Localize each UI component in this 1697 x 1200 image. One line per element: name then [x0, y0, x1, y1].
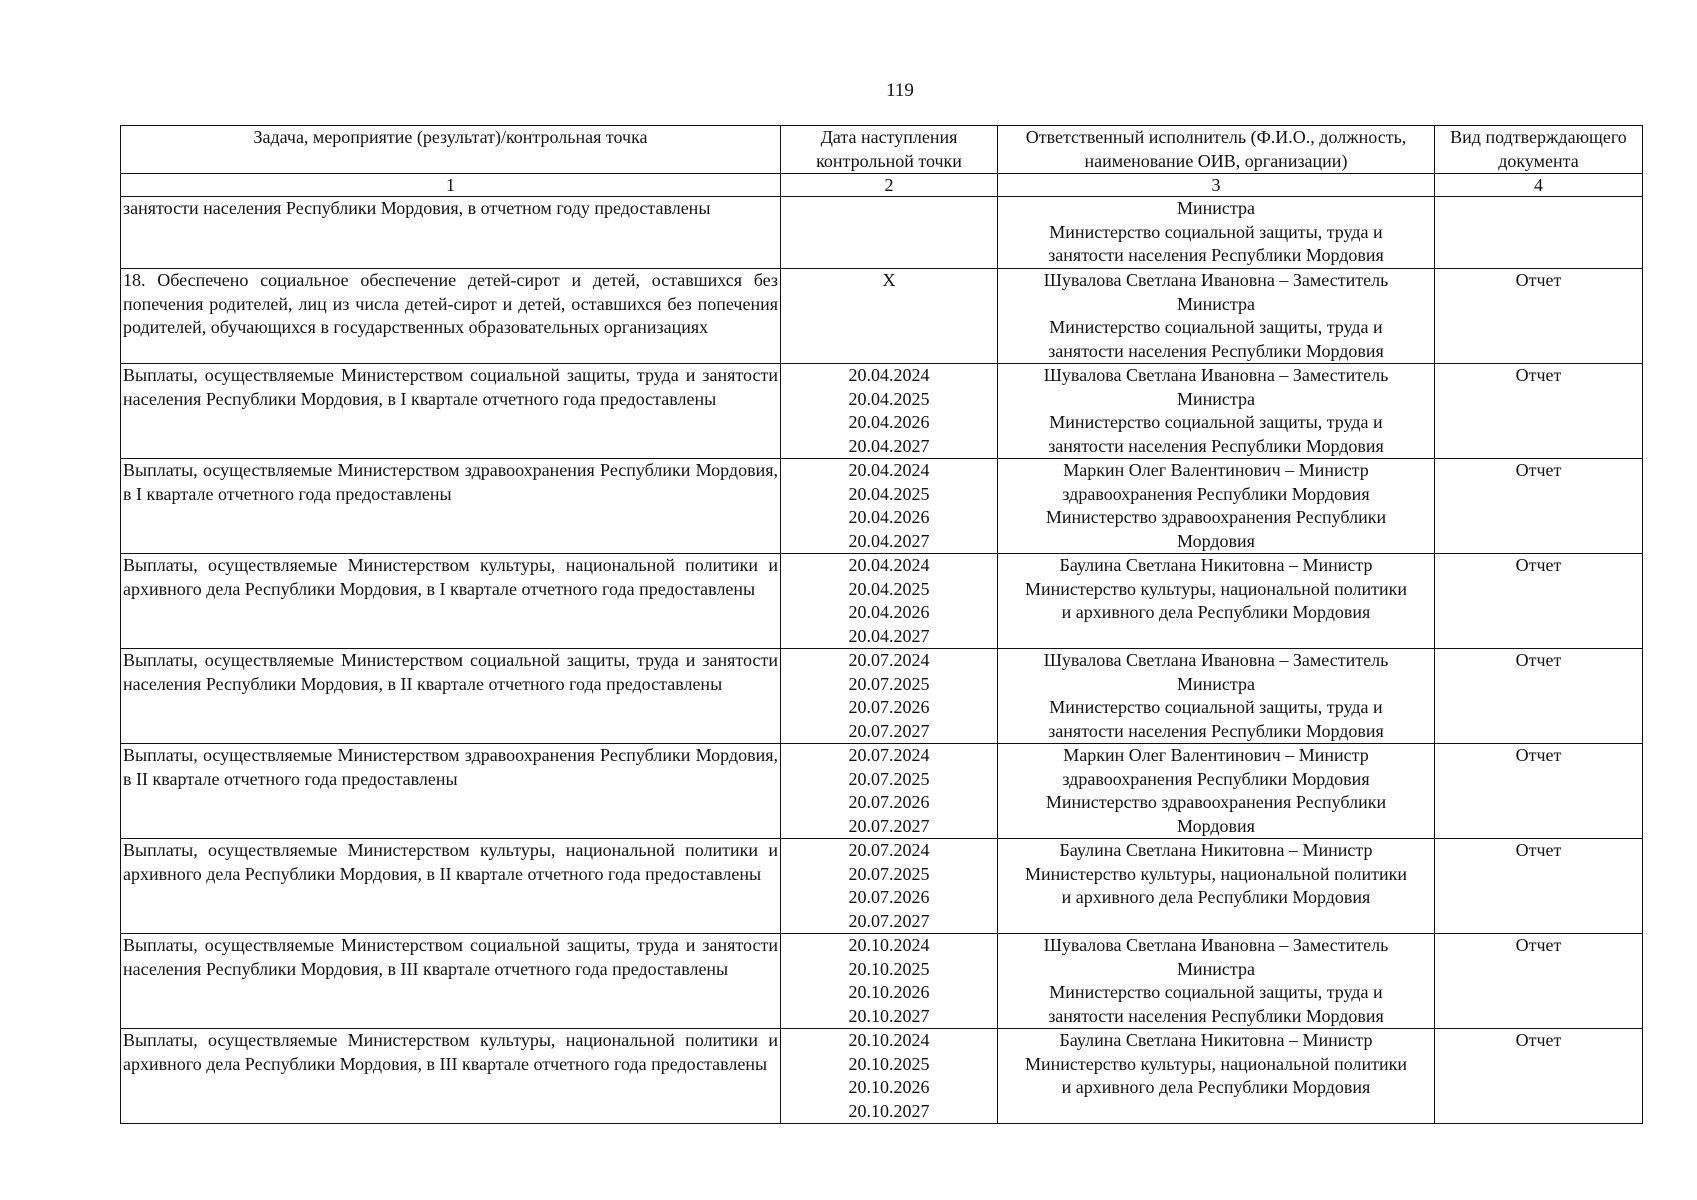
task-cell: Выплаты, осуществляемые Министерством здравоохранения Республики Мордовия, в II квартале отчетного года предоставлены [121, 744, 781, 839]
responsible-line: и архивного дела Республики Мордовия [1061, 602, 1371, 622]
document-type-cell: Отчет [1435, 1029, 1643, 1124]
responsible-line: Министерство социальной защиты, труда и [1049, 317, 1383, 337]
responsible-cell [998, 1029, 1435, 1124]
header-date: Дата наступления контрольной точки [781, 126, 998, 174]
responsible-line: Министерство социальной защиты, труда и [1049, 412, 1383, 432]
responsible-line: Министерство культуры, национальной политики [1025, 1053, 1407, 1074]
control-date: 20.10.2027 [848, 1005, 930, 1026]
date-cell [781, 744, 998, 839]
header-row [121, 126, 1643, 174]
control-date: 20.10.2025 [848, 958, 930, 979]
responsible-line: Баулина Светлана Никитовна – Министр [1059, 1030, 1373, 1050]
control-date: 20.10.2026 [848, 982, 930, 1002]
date-cell [781, 1029, 998, 1124]
responsible-line: Министерство культуры, национальной политики [1025, 863, 1407, 884]
header-responsible: Ответственный исполнитель (Ф.И.О., должность, наименование ОИВ, организации) [998, 126, 1435, 174]
control-date: 20.07.2026 [848, 697, 930, 717]
date-cell [781, 459, 998, 554]
control-date: 20.07.2025 [848, 673, 930, 694]
control-date: 20.10.2024 [848, 935, 930, 955]
control-date: 20.10.2024 [848, 1030, 930, 1050]
table-body [121, 197, 1643, 1124]
page-number: 119 [886, 80, 914, 101]
responsible-line: Шувалова Светлана Ивановна – Заместитель [1043, 365, 1389, 385]
control-date: 20.10.2025 [848, 1053, 930, 1074]
table-row [121, 839, 1643, 934]
column-number: 1 [121, 174, 781, 197]
control-date: 20.04.2025 [848, 578, 930, 599]
responsible-cell [998, 269, 1435, 364]
document-type-cell: Отчет [1435, 839, 1643, 934]
control-date: 20.04.2025 [848, 388, 930, 409]
date-cell [781, 649, 998, 744]
responsible-line: Министерство социальной защиты, труда и [1049, 221, 1383, 242]
responsible-cell [998, 197, 1435, 269]
responsible-line: Маркин Олег Валентинович – Министр [1063, 745, 1369, 765]
responsible-line: Мордовия [1177, 815, 1255, 836]
control-date: 20.04.2027 [848, 530, 930, 551]
control-date: 20.04.2024 [848, 365, 930, 385]
column-number: 3 [998, 174, 1435, 197]
responsible-cell [998, 839, 1435, 934]
responsible-line: занятости населения Республики Мордовия [1048, 340, 1384, 361]
document-type-cell: Отчет [1435, 934, 1643, 1029]
document-type-cell: Отчет [1435, 459, 1643, 554]
responsible-line: Министра [1177, 198, 1255, 218]
column-number: 2 [781, 174, 998, 197]
control-date: 20.07.2024 [848, 650, 930, 670]
table-row [121, 934, 1643, 1029]
column-number: 4 [1435, 174, 1643, 197]
header-task: Задача, мероприятие (результат)/контрольная точка [121, 126, 781, 174]
control-date: 20.07.2027 [848, 720, 930, 741]
responsible-cell [998, 459, 1435, 554]
control-date: 20.07.2025 [848, 768, 930, 789]
table-row [121, 459, 1643, 554]
control-date: 20.07.2026 [848, 792, 930, 812]
responsible-line: Министерство социальной защиты, труда и [1049, 697, 1383, 717]
task-cell: Выплаты, осуществляемые Министерством здравоохранения Республики Мордовия, в I квартале отчетного года предоставлены [121, 459, 781, 554]
responsible-line: Шувалова Светлана Ивановна – Заместитель [1043, 935, 1389, 955]
control-date: 20.04.2024 [848, 555, 930, 575]
responsible-line: занятости населения Республики Мордовия [1048, 720, 1384, 741]
control-date: 20.07.2027 [848, 910, 930, 931]
date-cell [781, 934, 998, 1029]
responsible-line: Мордовия [1177, 530, 1255, 551]
responsible-line: Министерство социальной защиты, труда и [1049, 982, 1383, 1002]
date-cell [781, 364, 998, 459]
responsible-line: и архивного дела Республики Мордовия [1061, 1077, 1371, 1097]
document-type-cell: Отчет [1435, 649, 1643, 744]
table-header [121, 126, 1643, 197]
document-type-cell: Отчет [1435, 269, 1643, 364]
responsible-line: Министра [1177, 293, 1255, 314]
responsible-cell [998, 649, 1435, 744]
header-document: Вид подтверждающего документа [1435, 126, 1643, 174]
control-date: 20.10.2027 [848, 1100, 930, 1121]
date-cell [781, 269, 998, 364]
responsible-line: Баулина Светлана Никитовна – Министр [1059, 555, 1373, 575]
task-cell: Выплаты, осуществляемые Министерством социальной защиты, труда и занятости населения Республики Мордовия, в III квартале отчетного года предоставлены [121, 934, 781, 1029]
date-cell [781, 197, 998, 269]
document-type-cell: Отчет [1435, 744, 1643, 839]
responsible-line: Министерство здравоохранения Республики [1045, 792, 1387, 812]
task-cell: Выплаты, осуществляемые Министерством социальной защиты, труда и занятости населения Республики Мордовия, в II квартале отчетного года предоставлены [121, 649, 781, 744]
control-date: X [882, 270, 896, 290]
responsible-line: занятости населения Республики Мордовия [1048, 435, 1384, 456]
task-cell: Выплаты, осуществляемые Министерством культуры, национальной политики и архивного дела Республики Мордовия, в I квартале отчетного года предоставлены [121, 554, 781, 649]
control-date: 20.07.2027 [848, 815, 930, 836]
table-row [121, 197, 1643, 269]
task-cell: Выплаты, осуществляемые Министерством социальной защиты, труда и занятости населения Республики Мордовия, в I квартале отчетного года предоставлены [121, 364, 781, 459]
responsible-cell [998, 744, 1435, 839]
responsible-line: Шувалова Светлана Ивановна – Заместитель [1043, 270, 1389, 290]
control-date: 20.07.2026 [848, 887, 930, 907]
responsible-line: Министра [1177, 388, 1255, 409]
responsible-line: Министра [1177, 958, 1255, 979]
table-row [121, 554, 1643, 649]
responsible-line: Шувалова Светлана Ивановна – Заместитель [1043, 650, 1389, 670]
document-type-cell [1435, 197, 1643, 269]
responsible-cell [998, 554, 1435, 649]
date-cell [781, 554, 998, 649]
task-cell: Выплаты, осуществляемые Министерством культуры, национальной политики и архивного дела Республики Мордовия, в III квартале отчетного года предоставлены [121, 1029, 781, 1124]
control-date: 20.07.2025 [848, 863, 930, 884]
responsible-line: Баулина Светлана Никитовна – Министр [1059, 840, 1373, 860]
document-type-cell: Отчет [1435, 364, 1643, 459]
control-date: 20.04.2026 [848, 507, 930, 527]
responsible-line: здравоохранения Республики Мордовия [1062, 483, 1370, 504]
control-date: 20.07.2024 [848, 745, 930, 765]
responsible-cell [998, 934, 1435, 1029]
control-date: 20.07.2024 [848, 840, 930, 860]
control-date: 20.04.2024 [848, 460, 930, 480]
control-date: 20.10.2026 [848, 1077, 930, 1097]
control-date: 20.04.2026 [848, 412, 930, 432]
responsible-line: здравоохранения Республики Мордовия [1062, 768, 1370, 789]
table-row [121, 269, 1643, 364]
table-row [121, 1029, 1643, 1124]
table-row [121, 744, 1643, 839]
responsible-line: Министра [1177, 673, 1255, 694]
control-date: 20.04.2027 [848, 625, 930, 646]
responsible-line: Маркин Олег Валентинович – Министр [1063, 460, 1369, 480]
table-row [121, 364, 1643, 459]
control-points-table [120, 125, 1643, 1124]
task-cell: занятости населения Республики Мордовия, в отчетном году предоставлены [121, 197, 781, 269]
column-number-row [121, 174, 1643, 197]
responsible-line: занятости населения Республики Мордовия [1048, 245, 1384, 265]
control-date: 20.04.2026 [848, 602, 930, 622]
responsible-line: Министерство культуры, национальной политики [1025, 578, 1407, 599]
responsible-line: занятости населения Республики Мордовия [1048, 1005, 1384, 1026]
control-date: 20.04.2025 [848, 483, 930, 504]
date-cell [781, 839, 998, 934]
document-type-cell: Отчет [1435, 554, 1643, 649]
table-row [121, 649, 1643, 744]
task-cell: Выплаты, осуществляемые Министерством культуры, национальной политики и архивного дела Республики Мордовия, в II квартале отчетного года предоставлены [121, 839, 781, 934]
control-date: 20.04.2027 [848, 435, 930, 456]
responsible-line: и архивного дела Республики Мордовия [1061, 887, 1371, 907]
task-cell: 18. Обеспечено социальное обеспечение детей-сирот и детей, оставшихся без попечения родителей, лиц из числа детей-сирот и детей, оставшихся без попечения родителей, обучающихся в государственных образовательных организациях [121, 269, 781, 364]
responsible-line: Министерство здравоохранения Республики [1045, 507, 1387, 527]
responsible-cell [998, 364, 1435, 459]
